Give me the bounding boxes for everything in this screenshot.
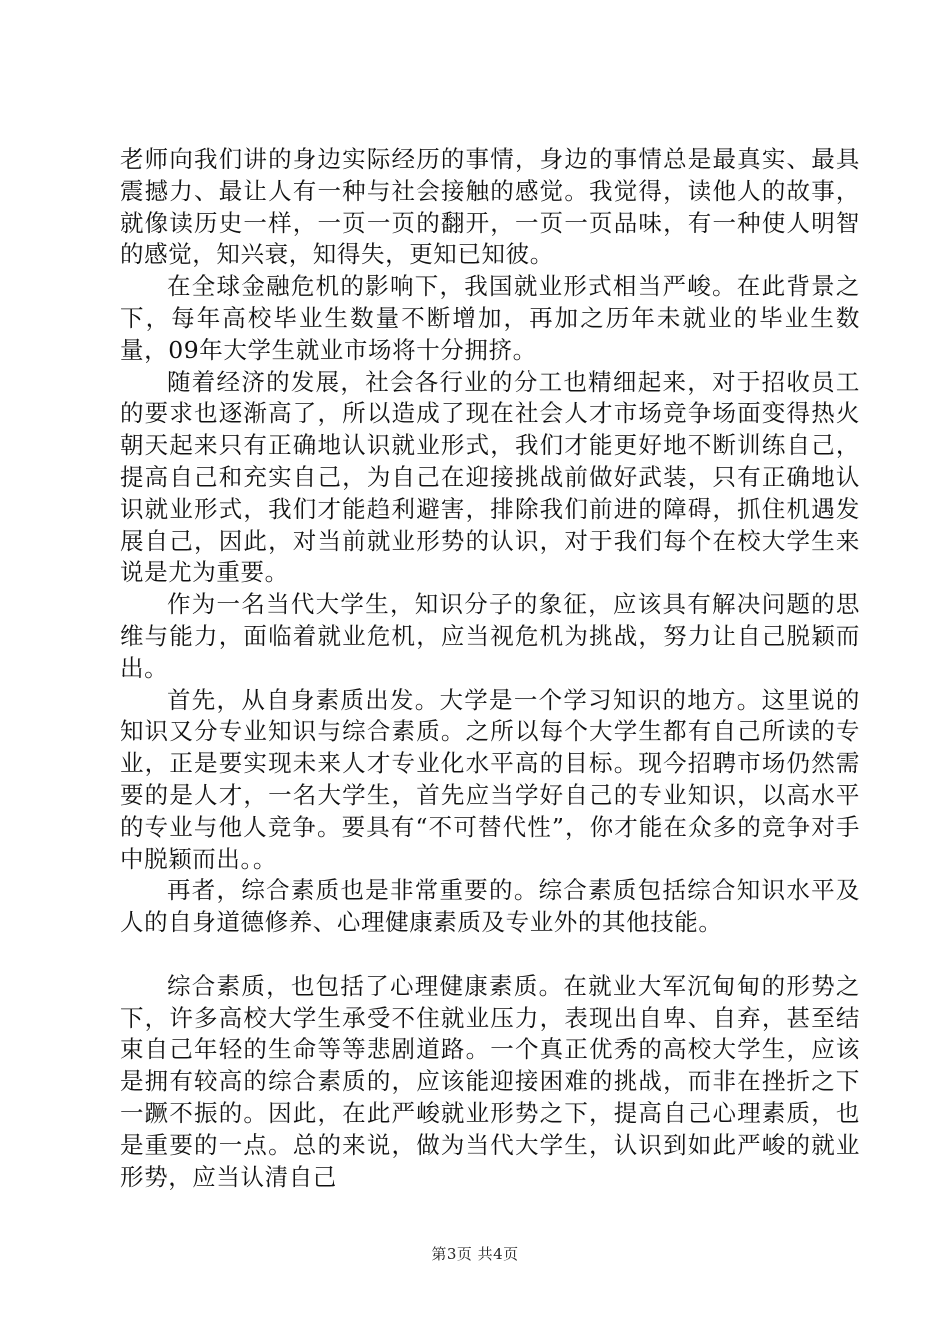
page-footer: [0, 1243, 950, 1264]
paragraph-2: 在全球金融危机的影响下，我国就业形式相当严峻。在此背景之下，每年高校毕业生数量不断增加，再加之历年未就业的毕业生数量，09年大学生就业市场将十分拥挤。: [120, 272, 860, 364]
page-number-label: 第3页 共4页: [431, 1245, 519, 1263]
paragraph-6: 再者，综合素质也是非常重要的。综合素质包括综合知识水平及人的自身道德修养、心理健康素质及专业外的其他技能。: [120, 876, 860, 937]
paragraph-1: 老师向我们讲的身边实际经历的事情，身边的事情总是最真实、最具震撼力、最让人有一种与社会接触的感觉。我觉得，读他人的故事，就像读历史一样，一页一页的翻开，一页一页品味，有一种使人明智的感觉，知兴衰，知得失，更知已知彼。: [120, 145, 860, 269]
paragraph-spacer: [120, 939, 860, 971]
paragraph-5: 首先，从自身素质出发。大学是一个学习知识的地方。这里说的知识又分专业知识与综合素质。之所以每个大学生都有自己所读的专业，正是要实现未来人才专业化水平高的目标。现今招聘市场仍然需要的是人才，一名大学生，首先应当学好自己的专业知识，以高水平的专业与他人竞争。要具有“不可替代性”，你才能在众多的竞争对手中脱颖而出。。: [120, 685, 860, 873]
paragraph-7: 综合素质，也包括了心理健康素质。在就业大军沉甸甸的形势之下，许多高校大学生承受不住就业压力，表现出自卑、自弃，甚至结束自己年轻的生命等等悲剧道路。一个真正优秀的高校大学生，应该是拥有较高的综合素质的，应该能迎接困难的挑战，而非在挫折之下一蹶不振的。因此，在此严峻就业形势之下，提高自己心理素质，也是重要的一点。总的来说，做为当代大学生，认识到如此严峻的就业形势，应当认清自己: [120, 971, 860, 1191]
paragraph-4: 作为一名当代大学生，知识分子的象征，应该具有解决问题的思维与能力，面临着就业危机，应当视危机为挑战，努力让自己脱颖而出。: [120, 590, 860, 682]
document-body: [120, 144, 860, 1193]
paragraph-3: 随着经济的发展，社会各行业的分工也精细起来，对于招收员工的要求也逐渐高了，所以造成了现在社会人才市场竞争场面变得热火朝天起来只有正确地认识就业形式，我们才能更好地不断训练自己，提高自己和充实自己，为自己在迎接挑战前做好武装，只有正确地认识就业形式，我们才能趋利避害，排除我们前进的障碍，抓住机遇发展自己，因此，对当前就业形势的认识，对于我们每个在校大学生来说是尤为重要。: [120, 367, 860, 587]
